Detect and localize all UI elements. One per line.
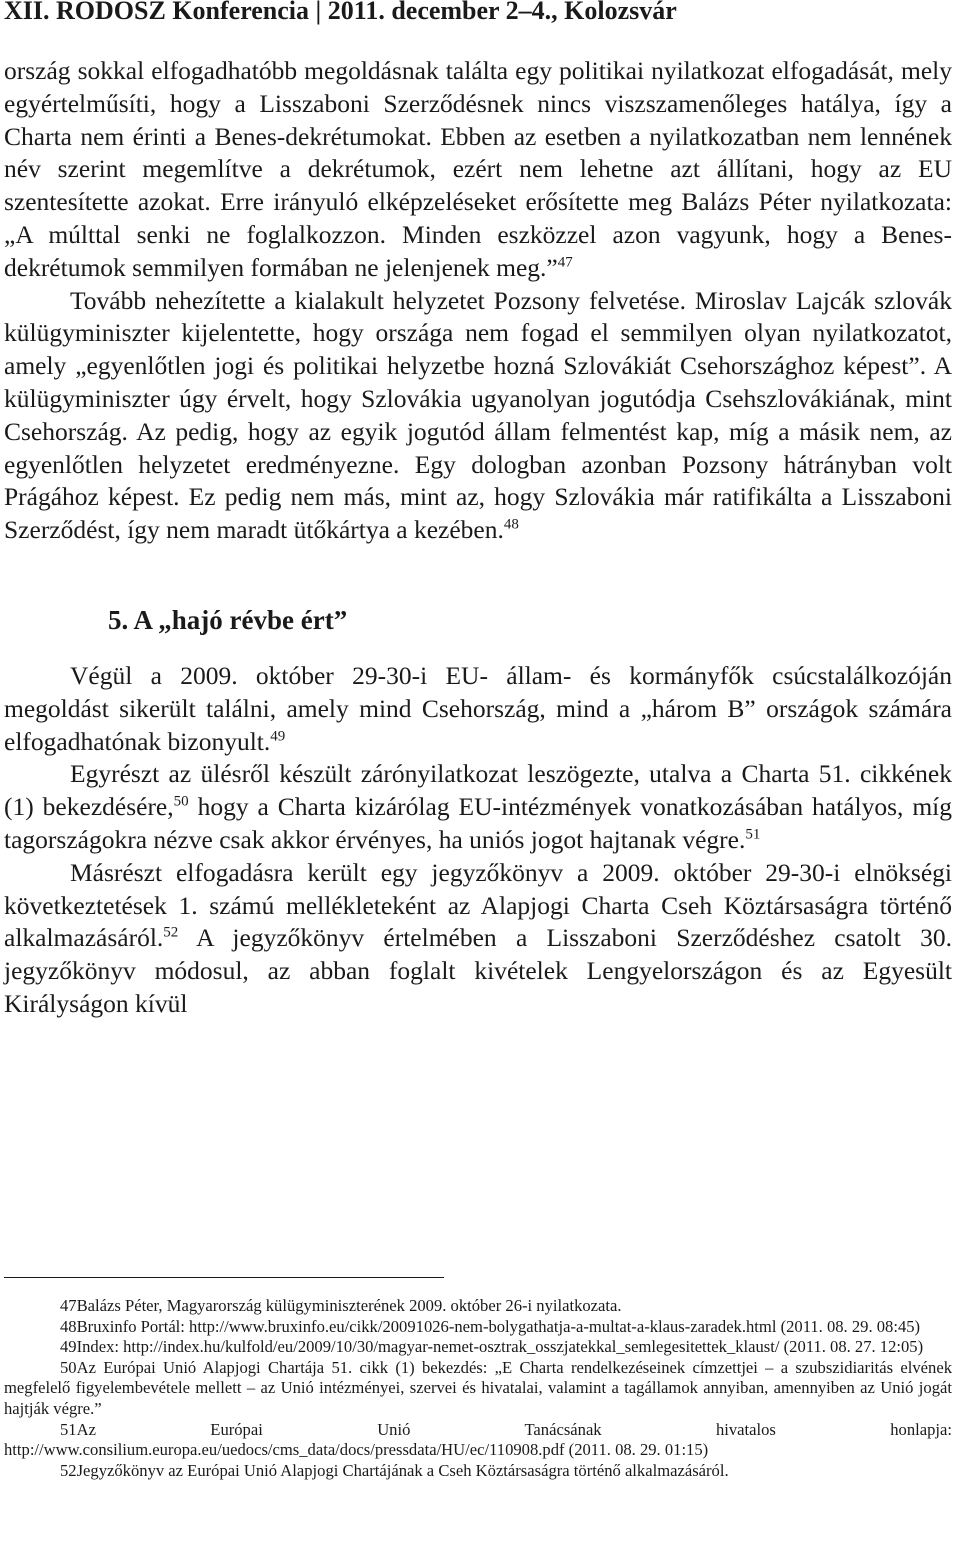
footnote-number: 51 bbox=[60, 1419, 77, 1439]
footnote-ref-52: 52 bbox=[163, 924, 179, 941]
footnote-number: 49 bbox=[60, 1337, 77, 1357]
footnote-number: 48 bbox=[60, 1316, 77, 1336]
section-heading: 5. A „hajó révbe ért” bbox=[108, 604, 348, 635]
footnote-50 bbox=[4, 1358, 952, 1420]
footnote-47 bbox=[4, 1296, 952, 1317]
footnote-ref-51: 51 bbox=[745, 826, 761, 843]
footnote-text: Az Európai Unió Tanácsának hivatalos honlapja: http://www.consilium.europa.eu/uedocs/cms_data/docs/pressdata/HU/ec/110908.pdf (2011. 08. 29. 01:15) bbox=[4, 1419, 952, 1460]
paragraph-text: Másrészt elfogadásra került egy jegyzőkönyv a 2009. október 29-30-i elnökségi következtetések 1. számú mellékleteként az Alapjogi Charta Cseh Köztársaságra történő alkalmazásáról. bbox=[4, 857, 952, 953]
footnote-text: Balázs Péter, Magyarország külügyminiszterének 2009. október 26-i nyilatkozata. bbox=[76, 1296, 622, 1315]
paragraph-4 bbox=[4, 758, 952, 856]
footnote-52 bbox=[4, 1461, 952, 1482]
footnote-divider bbox=[4, 1277, 444, 1278]
paragraph-text: ország sokkal elfogadhatóbb megoldásnak találta egy politikai nyilatkozat elfogadását, mely egyértelműsíti, hogy a Lisszaboni Szerződésnek nincs viszszamenőleges hatálya, így a Charta nem érinti a Benes-dekrétumokat. Ebben az esetben a nyilatkozatban nem lennének név szerint megemlítve a dekrétumok, ezért nem lehetne azt állítani, hogy az EU szentesítette azokat. Erre irányuló elképzeléseket erősítette meg Balázs Péter nyilatkozata: „A múlttal senki ne foglalkozzon. Minden eszközzel azon vagyunk, hogy a Benesdekrétumok semmilyen formában ne jelenjenek meg.” bbox=[4, 56, 952, 282]
footnotes bbox=[4, 1296, 952, 1481]
paragraph-5 bbox=[4, 857, 952, 1021]
footnote-48 bbox=[4, 1317, 952, 1338]
footnote-text: Az Európai Unió Alapjogi Chartája 51. cikk (1) bekezdés: „E Charta rendelkezéseinek címzettjei – a szubszidiaritás elvének megfelelő figyelembevétele mellett – az Unió intézményei, szervei és hivatalai, valamint a tagállamok annyiban, amennyiben az Unió jogát hajtják végre.” bbox=[4, 1357, 952, 1418]
footnote-number: 52 bbox=[60, 1460, 77, 1480]
running-header: XII. RODOSZ Konferencia | 2011. december 2–4., Kolozsvár bbox=[4, 0, 677, 25]
footnote-number: 47 bbox=[60, 1296, 77, 1315]
body-text bbox=[4, 55, 952, 1021]
paragraph-text: hogy a Charta kizárólag EU-intézmények vonatkozásában hatályos, míg tagországokra nézve csak akkor érvényes, ha uniós jogot hajtanak végre. bbox=[4, 792, 952, 854]
footnote-text: Index: http://index.hu/kulfold/eu/2009/10/30/magyar-nemet-osztrak_osszjatekkal_semlegesitettek_klaust/ (2011. 08. 27. 12:05) bbox=[76, 1337, 924, 1357]
footnote-49 bbox=[4, 1337, 952, 1358]
paragraph-3 bbox=[4, 660, 952, 758]
footnote-51 bbox=[4, 1420, 952, 1461]
paragraph-text: A jegyzőkönyv értelmében a Lisszaboni Szerződéshez csatolt 30. jegyzőkönyv módosul, az abban foglalt kivételek Lengyelországon és az Egyesült Királyságon kívül bbox=[4, 923, 952, 1018]
footnote-ref-47: 47 bbox=[557, 254, 573, 271]
footnote-ref-48: 48 bbox=[503, 516, 519, 533]
paragraph-1 bbox=[4, 55, 952, 285]
footnote-ref-49: 49 bbox=[270, 728, 286, 745]
paragraph-text: Végül a 2009. október 29-30-i EU- állam- és kormányfők csúcstalálkozóján megoldást sikerült találni, amely mind Csehország, mind a „három B” országok számára elfogadhatónak bizonyult. bbox=[4, 660, 952, 756]
paragraph-text: Egyrészt az ülésről készült zárónyilatkozat leszögezte, utalva a Charta 51. cikkének (1) bekezdésére, bbox=[4, 759, 952, 822]
footnote-number: 50 bbox=[60, 1357, 77, 1377]
footnote-ref-50: 50 bbox=[173, 793, 189, 810]
paragraph-text: Tovább nehezítette a kialakult helyzetet Pozsony felvetése. Miroslav Lajcák szlovák külügyminiszter kijelentette, hogy országa nem fogad el semmilyen olyan nyilatkozatot, amely „egyenlőtlen jogi és politikai helyzetbe hozná Szlovákiát Csehországhoz képest”. A külügyminiszter úgy érvelt, hogy Szlovákia ugyanolyan jogutódja Csehszlovákiának, mint Csehország. Az pedig, hogy az egyik jogutód állam felmentést kap, míg a másik nem, az egyenlőtlen helyzetet eredményezne. Egy dologban azonban Pozsony hátrányban volt Prágához képest. Ez pedig nem más, mint az, hogy Szlovákia már ratifikálta a Lisszaboni Szerződést, így nem maradt ütőkártya a kezében. bbox=[4, 285, 952, 545]
footnote-text: Jegyzőkönyv az Európai Unió Alapjogi Chartájának a Cseh Köztársaságra történő alkalmazásáról. bbox=[76, 1460, 729, 1480]
footnote-text: Bruxinfo Portál: http://www.bruxinfo.eu/cikk/20091026-nem-bolygathatja-a-multat-a-klaus-zaradek.html (2011. 08. 29. 08:45) bbox=[76, 1316, 921, 1336]
paragraph-2 bbox=[4, 285, 952, 547]
